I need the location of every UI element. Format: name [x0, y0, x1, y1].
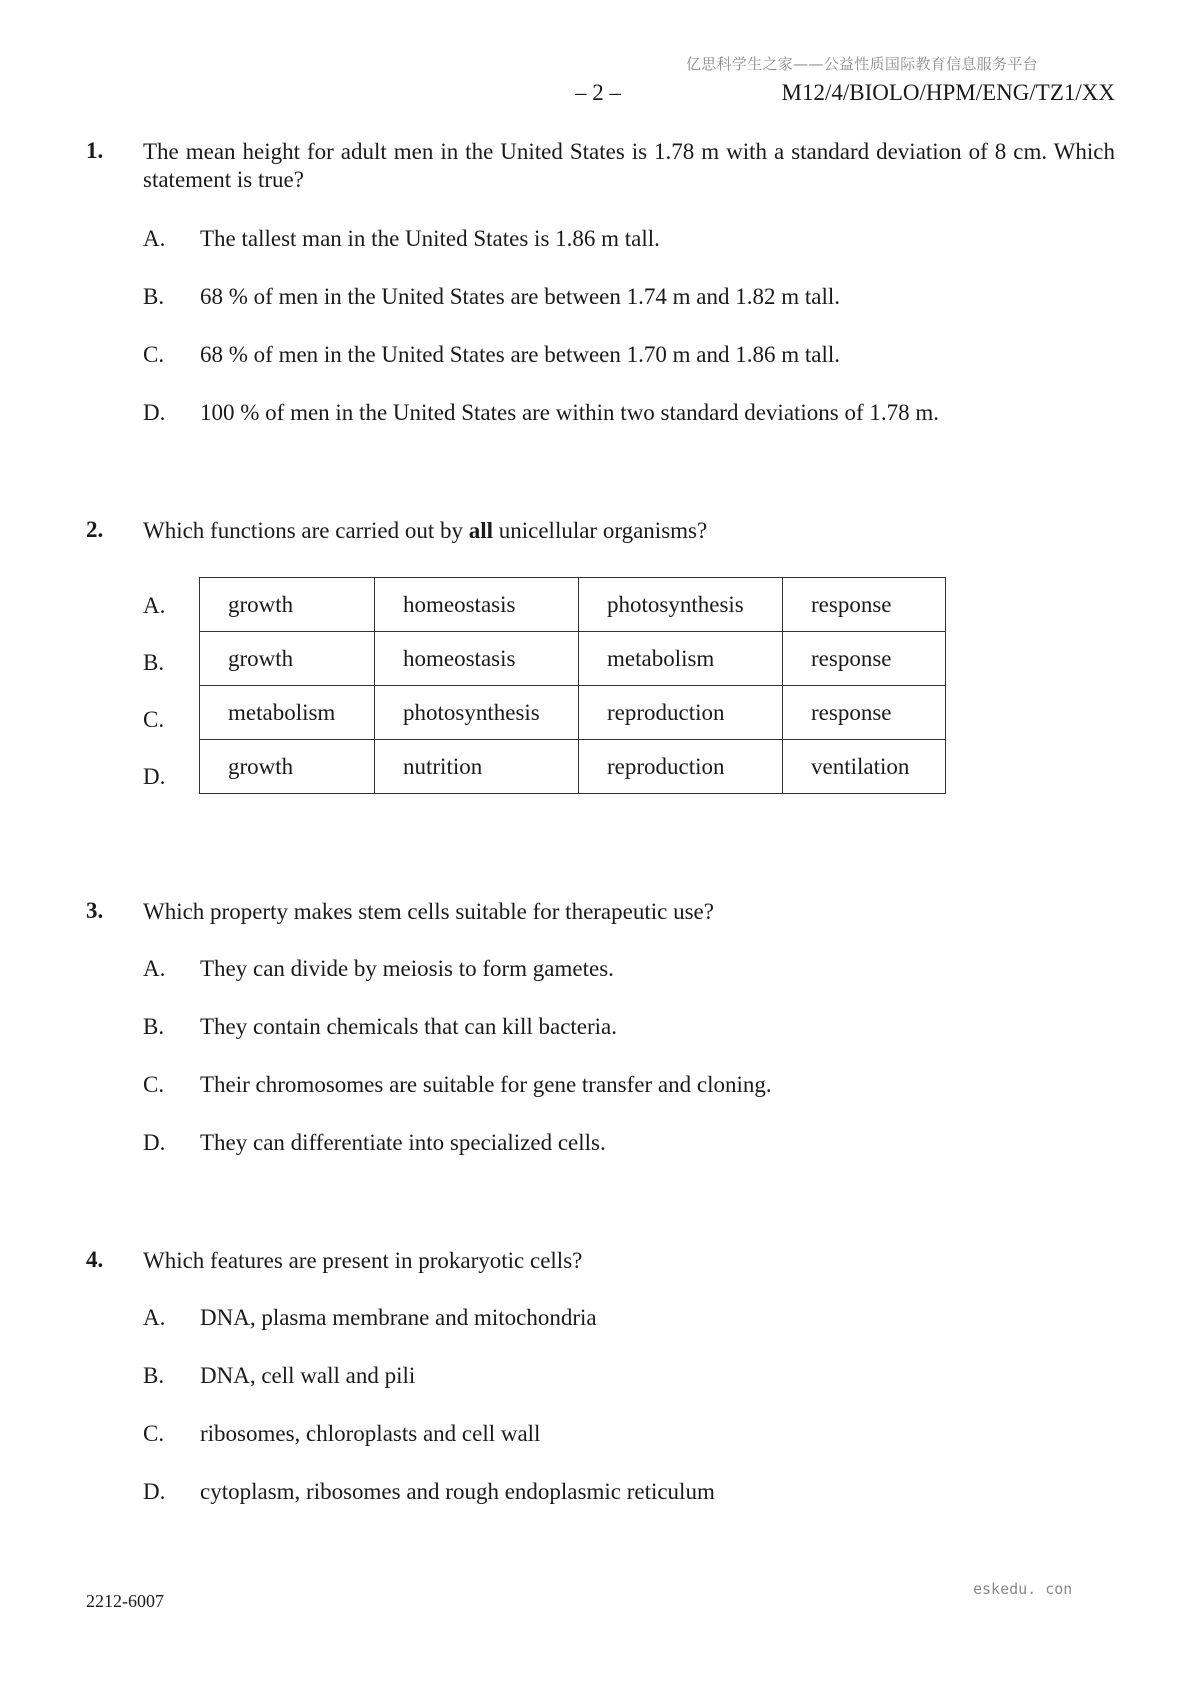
option-letter: A.	[143, 956, 166, 981]
table-row	[200, 578, 946, 632]
option-letter: B.	[143, 1363, 165, 1388]
option-text: The tallest man in the United States is 1.86 m tall.	[200, 226, 660, 251]
table-row	[200, 740, 946, 794]
page-number: – 2 –	[575, 80, 621, 105]
table-cell: growth	[200, 740, 375, 794]
exam-code: M12/4/BIOLO/HPM/ENG/TZ1/XX	[781, 80, 1115, 105]
option-letter: D.	[143, 400, 166, 425]
table-cell: metabolism	[579, 632, 783, 686]
option-text: DNA, plasma membrane and mitochondria	[200, 1305, 597, 1330]
option-letter: B.	[143, 284, 165, 309]
question-number: 3.	[86, 898, 104, 923]
table-cell: photosynthesis	[375, 686, 579, 740]
option-text: cytoplasm, ribosomes and rough endoplasmic reticulum	[200, 1479, 715, 1504]
table-cell: response	[783, 686, 946, 740]
functions-table	[199, 577, 946, 794]
option-letter: C.	[143, 1421, 165, 1446]
question-number: 4.	[86, 1247, 104, 1272]
option-text: 68 % of men in the United States are between 1.74 m and 1.82 m tall.	[200, 284, 841, 309]
question-stem: Which property makes stem cells suitable for therapeutic use?	[143, 899, 714, 924]
table-row	[200, 632, 946, 686]
table-cell: metabolism	[200, 686, 375, 740]
option-text: 68 % of men in the United States are between 1.70 m and 1.86 m tall.	[200, 342, 841, 367]
option-letter: C.	[143, 1072, 165, 1097]
option-letter: A.	[143, 593, 166, 618]
table-cell: growth	[200, 632, 375, 686]
table-cell: response	[783, 578, 946, 632]
option-letter: A.	[143, 1305, 166, 1330]
question-number: 1.	[86, 138, 104, 163]
stem-emphasis: all	[468, 518, 493, 543]
question-stem	[143, 517, 1115, 545]
option-text: They can divide by meiosis to form gametes.	[200, 956, 614, 981]
stem-text: unicellular organisms?	[493, 518, 708, 543]
option-text: ribosomes, chloroplasts and cell wall	[200, 1421, 541, 1446]
table-cell: homeostasis	[375, 578, 579, 632]
question-stem: The mean height for adult men in the United States is 1.78 m with a standard deviation of 8 cm. Which statement is true?	[143, 139, 1115, 192]
option-text: They contain chemicals that can kill bacteria.	[200, 1014, 618, 1039]
option-letter: D.	[143, 1479, 166, 1504]
table-row	[200, 686, 946, 740]
table-cell: reproduction	[579, 686, 783, 740]
table-cell: ventilation	[783, 740, 946, 794]
table-cell: homeostasis	[375, 632, 579, 686]
option-text: DNA, cell wall and pili	[200, 1363, 416, 1388]
table-cell: nutrition	[375, 740, 579, 794]
option-text: They can differentiate into specialized cells.	[200, 1130, 606, 1155]
option-letter: C.	[143, 342, 165, 367]
footer-watermark: eskedu. con	[973, 1580, 1073, 1598]
table-cell: growth	[200, 578, 375, 632]
footer-code: 2212-6007	[86, 1591, 164, 1611]
option-text: Their chromosomes are suitable for gene transfer and cloning.	[200, 1072, 772, 1097]
option-letter: A.	[143, 226, 166, 251]
option-letter: B.	[143, 1014, 165, 1039]
table-cell: response	[783, 632, 946, 686]
option-letter: C.	[143, 707, 165, 732]
stem-text: Which functions are carried out by	[143, 518, 469, 543]
option-letter: D.	[143, 764, 166, 789]
option-letter: B.	[143, 650, 165, 675]
question-number: 2.	[86, 517, 104, 542]
question-stem: Which features are present in prokaryotic cells?	[143, 1248, 583, 1273]
table-cell: photosynthesis	[579, 578, 783, 632]
header-watermark: 亿思科学生之家——公益性质国际教育信息服务平台	[686, 55, 1038, 73]
option-text: 100 % of men in the United States are within two standard deviations of 1.78 m.	[200, 400, 940, 425]
option-letter: D.	[143, 1130, 166, 1155]
table-cell: reproduction	[579, 740, 783, 794]
